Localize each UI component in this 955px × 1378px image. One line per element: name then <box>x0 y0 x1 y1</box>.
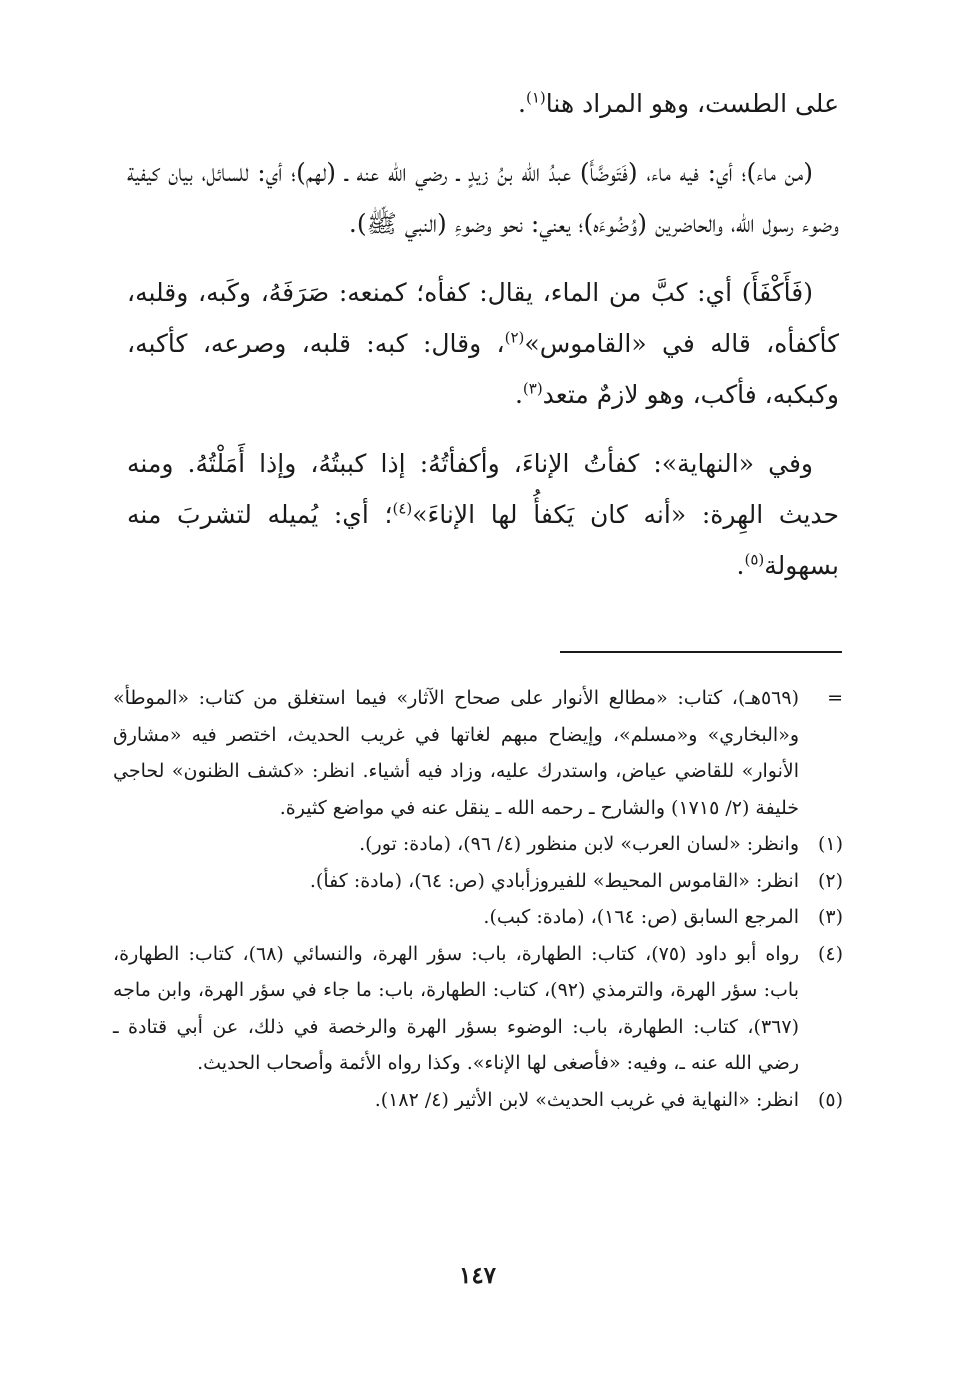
footnote-ref-3: (٣) <box>522 379 543 398</box>
footnote-ref-2: (٢) <box>504 328 525 347</box>
paragraph-4-end: . <box>736 551 745 580</box>
footnotes <box>113 680 843 1118</box>
footnote-continued-text: (٥٦٩هـ)، كتاب: «مطالع الأنوار على صحاح الآثار» فيما استغلق من كتاب: «الموطأ» و«البخاري» و«مسلم»، وإيضاح مبهم لغاتها في غريب الحديث، اختصر فيه «مشارق الأنوار» للقاضي عياض، واستدرك عليه، وزاد فيه أشياء. انظر: «كشف الظنون» لحاجي خليفة (٢/ ١٧١٥) والشارح ـ رحمه الله ـ ينقل عنه في مواضع كثيرة. <box>113 687 799 819</box>
paragraph-2 <box>127 147 839 249</box>
paragraph-4-text-b: ؛ أي: يُميله لتشربَ منه بسهولة <box>127 500 839 580</box>
paragraph-3-text-a: (فَأَكْفَأَ) أي: كبَّ من الماء، يقال: كفأه؛ كمنعه: صَرَفَهُ، وكَبه، وقلبه، كأكفأه، قاله في «القاموس» <box>127 278 840 358</box>
footnote-4-number: (٤) <box>817 942 843 965</box>
footnote-3-text: المرجع السابق (ص: ١٦٤)، (مادة: كبب). <box>483 906 799 928</box>
paragraph-1-text: على الطست، وهو المراد هنا <box>545 89 839 118</box>
footnote-5-text: انظر: «النهاية في غريب الحديث» لابن الأثير (٤/ ١٨٢). <box>374 1088 799 1111</box>
main-text <box>127 78 839 609</box>
footnote-ref-4: (٤) <box>392 499 413 518</box>
paragraph-3-end: . <box>514 380 523 409</box>
footnote-2-number: (٢) <box>817 869 843 892</box>
footnote-3 <box>113 899 843 936</box>
paragraph-2-text: (من ماء)؛ أي: فيه ماء، (فَتَوضَّأَ) عبدُ الله بنُ زيدٍ ـ رضي الله عنه ـ (لهم)؛ أي: للسائل، بيان كيفية وضوء رسول الله، والحاضرين (وُضُوءَه)؛ يعني: نحو وضوءِ (النبي ﷺ). <box>127 158 839 238</box>
footnote-ref-1: (١) <box>526 88 546 107</box>
footnote-separator <box>560 651 842 653</box>
footnote-4-text: رواه أبو داود (٧٥)، كتاب: الطهارة، باب: سؤر الهرة، والنسائي (٦٨)، كتاب: الطهارة، باب: سؤر الهرة، والترمذي (٩٢)، كتاب: الطهارة، باب: ما جاء في سؤر الهرة، وابن ماجه (٣٦٧)، كتاب: الطهارة، باب: الوضوء بسؤر الهرة والرخصة في ذلك، عن أبي قتادة ـ رضي الله عنه ـ، وفيه: «فأصغى لها الإناء». وكذا رواه الأئمة وأصحاب الحديث. <box>113 942 799 1074</box>
footnote-ref-5: (٥) <box>744 550 765 569</box>
footnote-1 <box>113 826 843 863</box>
paragraph-1-end: . <box>518 89 526 118</box>
footnote-4 <box>113 936 843 1082</box>
page-number: ١٤٧ <box>458 1262 497 1289</box>
continuation-mark: = <box>827 687 843 709</box>
footnote-1-number: (١) <box>817 833 843 855</box>
paragraph-4 <box>127 438 839 591</box>
footnote-2-text: انظر: «القاموس المحيط» للفيروزأبادي (ص: ٦٤)، (مادة: كفأ). <box>309 869 799 892</box>
paragraph-3 <box>127 267 839 420</box>
footnote-5 <box>113 1082 843 1119</box>
paragraph-4-text-a: وفي «النهاية»: كفأتُ الإناءَ، وأكفأتُهُ: إذا كببتُهُ، وإذا أَمَلْتُهُ. ومنه حديث الهِرة: «أنه كان يَكفأُ لها الإناءَ» <box>127 449 840 529</box>
paragraph-3-text-b: ، وقال: كبه: قلبه، وصرعه، كأكبه، وكبكبه، فأكب، وهو لازمٌ متعد <box>127 329 839 409</box>
footnote-1-text: وانظر: «لسان العرب» لابن منظور (٤/ ٩٦)، (مادة: تور). <box>359 833 799 855</box>
footnote-5-number: (٥) <box>817 1088 843 1111</box>
paragraph-1 <box>127 78 839 129</box>
footnote-continued <box>113 680 843 826</box>
footnote-3-number: (٣) <box>817 906 843 928</box>
footnote-2 <box>113 863 843 900</box>
